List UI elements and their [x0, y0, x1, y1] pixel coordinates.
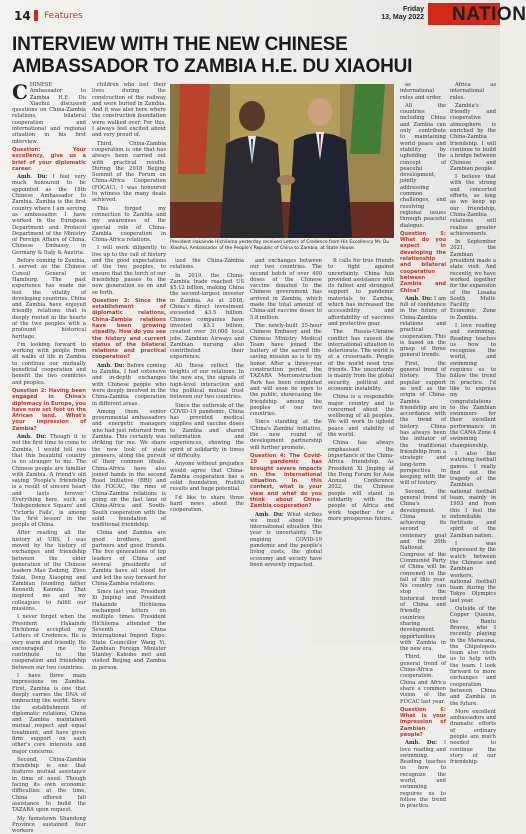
nation-logo: NATION: [452, 4, 526, 25]
drop-cap: C: [12, 80, 28, 104]
column-4: and exchanges between our two countries. The second batch of over 400 doses of the Chinese vaccine donated to the Chinese government has arrived in Zambia, which made the total amount of China-aid vaccine doses to 5.8 million. The newly-built 25-hour Chinese Embassy and the Chinese Ministry Medical Team have joined the battery of the sacred life-saving mission as is to my honor. After a three-year construction period, the TAZARA Merconstruction Park has been completed and will soon be open to the public, showcasing the friendship among the peoples of our two countries. Since standing at the 'China's Zambia' initiative, the new round of development partnership will further promote. Question 4: The Covid-19 pandemic has brought severe impacts on the international situation. In this context, what is your view and what do you think about China-Zambia cooperation? Amb. Du: What strikes we most about the international situation this year is uncertainty. The ongoing COVID-19 pandemic and the people's living costs, the global economy and society have been severely impacted.: [250, 258, 322, 568]
column-2: children who lost their lives during the construction of the railway and were buried in Zambia. And it was also here where the construction foundation were walked over. For this, I always feel excited about and very proud of. Third, China-Zambia cooperation is one that has always been carried out with practical results. During the 2018 Beijing Summit of the Forum on China-Africa Cooperation (FOCAC), I was honoured to witness the many deals achieved. This forged my connection to Zambia and my awareness of the special role of China-Zambia cooperation in China-Africa relations. I will work diligently to live up to the call of history and the good expectations of the two peoples, to ensure that the torch of our friendship passes to the new generation so on and so forth. Question 3: Since the establishment of diplomatic relations, China-Zambia relations have been growing steadily. How do you see the history and current status of the bilateral relations and practical cooperation? Amb. Du: Before coming to Zambia, I had extensive and in-depth exchanges with Chinese people who were deeply involved in the China-Zambia cooperation in different areas. Among them, senior governmental ambassadors and energetic managers who had just returned from Zambia. This certainly was striking for me. We share the new look of state pioneers, along the pursuit of their common ideals. China-Africa have also joined hands in the second Road Initiative (BRI) and the FOCAC, the rims of China-Zambia relations is going on the fast lane of China-Africa and South-South cooperation with the solid foundation of traditional friendship. China and Zambia are good brothers, good partners and good friends. The five generations of top leaders of China and several presidents of Zambia have all stood for and led the way forward for China-Zambia relations. Since last year, President Xi Jinping and President Hakainde Hichilema exchanged letters on multiple times. President Hichilema attended the Seventh China International Import Expo. State Councillor Wang Yi, Zambian Foreign Minister Stanley Kakubo met and visited Beijing and Zambia in person.: [92, 82, 166, 671]
question-6: Question 6: What is your impression of Zambian people?: [400, 706, 446, 738]
column-6: as international rules and order. All the countries including China and Zambia can only contribute to maintaining world peace and stability by upholding the concept of peaceful development, jointly addressing common challenges, and resolving regional issues through peaceful dialogue. Question 5: What do you expect in developing the relationship and bilateral cooperation between Zambia and China? Amb. Du: I am full of confidence in the future of China-Zambia relations and practical cooperation. This is based on the grasp of three general trends. First, the general trend of history. The popular support as well as the origin of China-Zambia friendship are in accordance with the trend of history. China has always been the initiator of the traditional friendship from a strategic and long-term perspective in keeping with the will of history. Second, the general trend of China's development. China is achieving its second centenary goal and the 20th National Congress of the Communist Party of China will be convened in the fall of this year. No country can stop the historical trend of China and friendly countries sharing development opportunities with Zambia in the new era. Third, the general trend of China-Africa cooperation. China and Africa share a common vision of the FOCAC last year. Question 6: What is your impression of Zambian people? Amb. Du: I love reading and swimming. Reading teaches us how to recognize the world, and swimming requires us to follow the trend in practice.: [400, 82, 446, 810]
column-1: CHINESE Ambassador to Zambia H.E. Du Xiaohui discussed questions on China-Zambia relations, bilateral cooperation and international and regional situation in his first interview. Question: Your excellency, give us a brief of your diplomatic career. Amb. Du: I feel very much honoured to be appointed as the 18th Chinese Ambassador to Zambia. Zambia is the first country where I am serving as ambassador. I have worked in the European Department and Protocol Department of the Ministry of Foreign Affairs of China. Chinese Embassy in Germany & Italy & Austria. Before coming to Zambia, I served as the Chinese Consul General in Hamburg. The past experience has made me feel the vitality of developing countries. China and Zambia have enjoyed friendly relations that is deeply rooted in the hearts of the two peoples with a profound historical heritage. I'm looking forward to working with people from all walks of life in Zambia to continue our mutually beneficial cooperation and benefit the two countries and peoples. Question 2: Having been engaged in China's diplomacy in Europe, you have now set foot on the African land. What's your impression of Zambia? Amb. Du: Though it is not the first time to come to Zambia, I would tell you that this beautiful country is no stranger to me. The Chinese people are familiar with Zambia. A friend's old saying 'People's friendship is a result of sincere heart and lasts forever.' Everything here, such as 'Independence Square' and 'Victoria Falls', is among the 'first lesson' in the people of China. After reading all the history at UBS, I was moved by the history of exchanges and friendship between the older generation of the Chinese leaders Mao Zedong, Zhou Enlai, Deng Xiaoping and Zambian founding father Kenneth Kaunda. That inspired me and my colleagues to fulfill our missions. I never forget when the President Hakainde Hichilema accepted my Letters of Credence. He is very warm and friendly. He encouraged me to contribute to the cooperation and friendship between our two countries. I have three main impressions on Zambia. First, Zambia is one that deeply carries the DNA of embracing the world. Since the establishment of diplomatic relations, China and Zambia maintained mutual respect and equal treatment, and have given firm support on each other's core interests and major concerns. Second, China-Zambia friendship is one that features mutual assistance in time of need. Though facing its own economic difficulties at the time, China offered full assistance to build the TAZARA upon request. My hometown Shandong Province sustained four workers: [12, 80, 86, 834]
question-1: Question: Your excellency, give us a brief of your diplomatic career.: [12, 146, 86, 172]
issue-date: Friday 13, May 2022: [381, 6, 424, 21]
photo-caption: President Hakainde Hichilema yesterday received Letters of Credence from His Excellency Mr. Du Xiaohui, Ambassador of the People's Republic of China to Zambia, at State House.: [170, 240, 390, 251]
ambassador-photo: [170, 84, 394, 238]
headline-line-2: AMBASSADOR TO ZAMBIA H.E. DU XIAOHUI: [12, 56, 413, 77]
headline-line-1: INTERVIEW WITH THE NEW CHINESE: [12, 34, 348, 55]
section-label: Features: [44, 11, 83, 21]
question-5: Question 5: What do you expect in developing the relationship and bilateral cooperation between Zambia and China?: [400, 230, 446, 294]
column-7: Africa as international rules. Zambia's friendly and cooperative atmosphere is enriched by the China-Zambia friendship. I will continue to build a bridge between Chinese and Zambian people. I believe that with the strong and concerted efforts, as long as we keep up our friendship, China-Zambia relations will realise greater achievements. In September 2021, the Zambian president made a state visit. And recently, we have worked together for the expansion of the Lusaka South Multi-Facility Economic Zone in Zambia. I love reading and swimming. Reading teaches us how to recognise the world, and swimming requires us to follow the trend in practice. I'd like to express my congratulations to the Zambian swimmers for their excellent performance in the CANA Zone 4 swimming championship. I also like watching football games. I really find out the tragedy of the Zambian national football team, mainly in 1993 and from this I feel the indomitable fortitude and spirit of the Zambian nation. I was impressed by the watch between the Chinese and Zambian workers, national football team during the Tokyo Olympics last year. Outside of the Copper Queens, the Bantu Braves, who I recently playing in the Maracana, the Chipolopolo team also visits us to help with the team. I look forward to more exchanges and cooperation between China and Zambia in the future. More excellent ambassadors and dramatic efforts of ordinary people are much needed to continue the story of our friendship.: [450, 82, 496, 766]
question-2: Question 2: Having been engaged in China's diplomacy in Europe, you have now set foot on the African land. What's your impression of Zambia?: [12, 387, 86, 432]
page-number: 14: [14, 9, 38, 23]
question-3: Question 3: Since the establishment of diplomatic relations, China-Zambia relations have been growing steadily. How do you see the history and current status of the bilateral relations and practical cooperation?: [92, 297, 166, 361]
photo-scene: [170, 84, 394, 238]
column-3: ized the China-Zambia relations. In 2019, the China-Zambia trade reached US $5.12 billion, making China the second-largest investor in Zambia. As at 2018, China's direct investment exceeded $3.5 billion. Chinese companies have invested $3.1 billion, created over 30,000 local jobs. Zambian Airways and Zambian nursing also contributed their experience. All these reflect the heights of our relations. In the new era, the signals of high-level interaction and the political mutual trust between our two countries. Since the outbreak of the COVID-19 pandemic, China has provided medical supplies and vaccine doses to Zambia and shared information and experiences, showing the spirit of solidarity in times of difficulty. Anyone without prejudice would agree that China-Zambia cooperation has a solid foundation, fruitful results and huge potential. I'd like to share three hard news about the cooperation.: [170, 258, 244, 514]
headline: [12, 34, 482, 78]
column-5: It calls for true friends to fight against uncertainty. China has provided assistance with its fullest and strongest support to pandemic materials to Zambia, which has increased the accessibility and affordability of vaccines and protective gear. The Russia-Ukraine conflict has caused the international situation to deteriorate. The world is at a crossroads. People of the world need true friends. The uncertainty is mainly from the global security, political and economic instability. China is a responsible major country and is concerned about the wellbeing of all peoples. We will work to uphold peace and stability of the world. China has always emphasised the importance of the China-Africa friendship. As President Xi Jinping at the Dong Forum for Asia Annual Conference 2022, the Chinese people will stand in solidarity with the people of Africa and work together for a more prosperous future.: [328, 258, 394, 522]
question-4: Question 4: The Covid-19 pandemic has brought severe impacts on the international situation. In this context, what is your view and what do you think about China-Zambia cooperation?: [250, 452, 322, 510]
page-header: [0, 0, 526, 28]
